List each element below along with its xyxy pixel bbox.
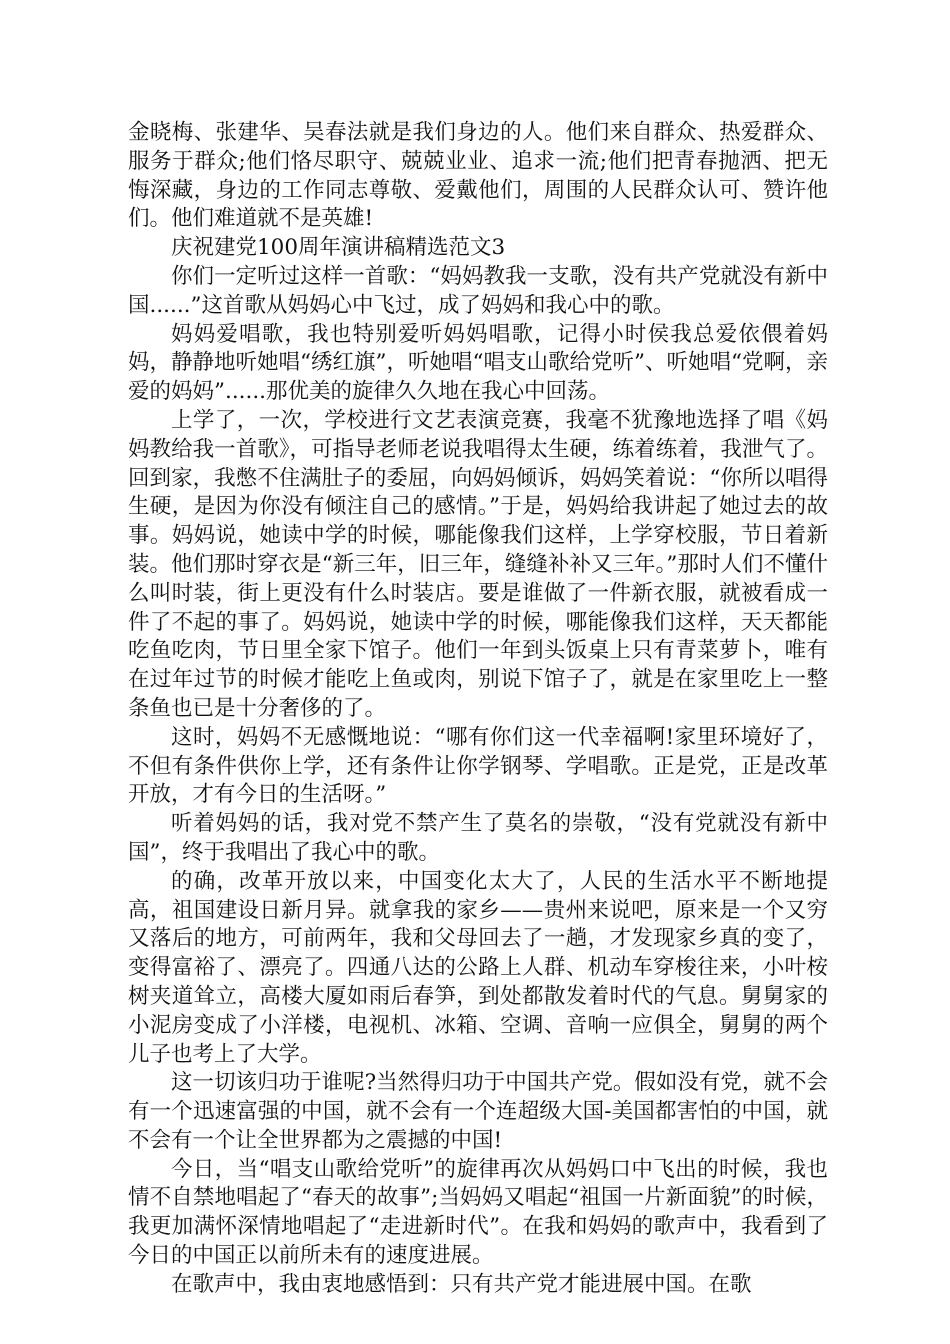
paragraph-8: 的确，改革开放以来，中国变化太大了，人民的生活水平不断地提高，祖国建设日新月异。就拿我的家乡——贵州来说吧，原来是一个又穷又落后的地方，可前两年，我和父母回去了一趟，才发现家乡真的变了，变得富裕了、漂亮了。四通八达的公路上人群、机动车穿梭往来，小叶桉树夹道耸立，高楼大厦如雨后春笋，到处都散发着时代的气息。舅舅家的小泥房变成了小洋楼，电视机、冰箱、空调、音响一应俱全，舅舅的两个儿子也考上了大学。: [128, 868, 828, 1067]
paragraph-1: 金晓梅、张建华、吴春法就是我们身边的人。他们来自群众、热爱群众、服务于群众;他们恪尽职守、兢兢业业、追求一流;他们把青春抛洒、把无悔深藏，身边的工作同志尊敬、爱戴他们，周围的人民群众认可、赞许他们。他们难道就不是英雄!: [128, 120, 828, 232]
paragraph-6: 这时，妈妈不无感慨地说：“哪有你们这一代幸福啊!家里环境好了，不但有条件供你上学，还有条件让你学钢琴、学唱歌。正是党，正是改革开放，才有今日的生活呀。”: [128, 724, 828, 808]
section-heading: 庆祝建党100周年演讲稿精选范文3: [171, 235, 506, 261]
document-body: [128, 119, 828, 1300]
paragraph-3: 你们一定听过这样一首歌：“妈妈教我一支歌，没有共产党就没有新中国......”这首歌从妈妈心中飞过，成了妈妈和我心中的歌。: [128, 263, 828, 318]
paragraph-9: 这一切该归功于谁呢?当然得归功于中国共产党。假如没有党，就不会有一个迅速富强的中国，就不会有一个连超级大国-美国都害怕的中国，就不会有一个让全世界都为之震撼的中国!: [128, 1070, 828, 1153]
paragraph-4: 妈妈爱唱歌，我也特别爱听妈妈唱歌，记得小时侯我总爱依偎着妈妈，静静地听她唱“绣红旗”，听她唱“唱支山歌给党听”、听她唱“党啊，亲爱的妈妈”......那优美的旋律久久地在我心中回荡。: [128, 321, 828, 405]
paragraph-10: 今日，当“唱支山歌给党听”的旋律再次从妈妈口中飞出的时候，我也情不自禁地唱起了“春天的故事”;当妈妈又唱起“祖国一片新面貌”的时候，我更加满怀深情地唱起了“走进新时代”。在我和妈妈的歌声中，我看到了今日的中国正以前所未有的速度进展。: [128, 1156, 828, 1269]
paragraph-5: 上学了，一次，学校进行文艺表演竞赛，我毫不犹豫地选择了唱《妈妈教给我一首歌》，可指导老师老说我唱得太生硬，练着练着，我泄气了。回到家，我憋不住满肚子的委屈，向妈妈倾诉，妈妈笑着说：“你所以唱得生硬，是因为你没有倾注自己的感情。”于是，妈妈给我讲起了她过去的故事。妈妈说，她读中学的时候，哪能像我们这样，上学穿校服，节日着新装。他们那时穿衣是“新三年，旧三年，缝缝补补又三年。”那时人们不懂什么叫时装，街上更没有什么时装店。要是谁做了一件新衣服，就被看成一件了不起的事了。妈妈说，她读中学的时候，哪能像我们这样，天天都能吃鱼吃肉，节日里全家下馆子。他们一年到头饭桌上只有青菜萝卜，唯有在过年过节的时候才能吃上鱼或肉，别说下馆子了，就是在家里吃上一整条鱼也已是十分奢侈的了。: [128, 407, 828, 721]
paragraph-7: 听着妈妈的话，我对党不禁产生了莫名的崇敬，“没有党就没有新中国”，终于我唱出了我心中的歌。: [128, 811, 828, 865]
paragraph-11: 在歌声中，我由衷地感悟到：只有共产党才能进展中国。在歌: [171, 1271, 752, 1297]
